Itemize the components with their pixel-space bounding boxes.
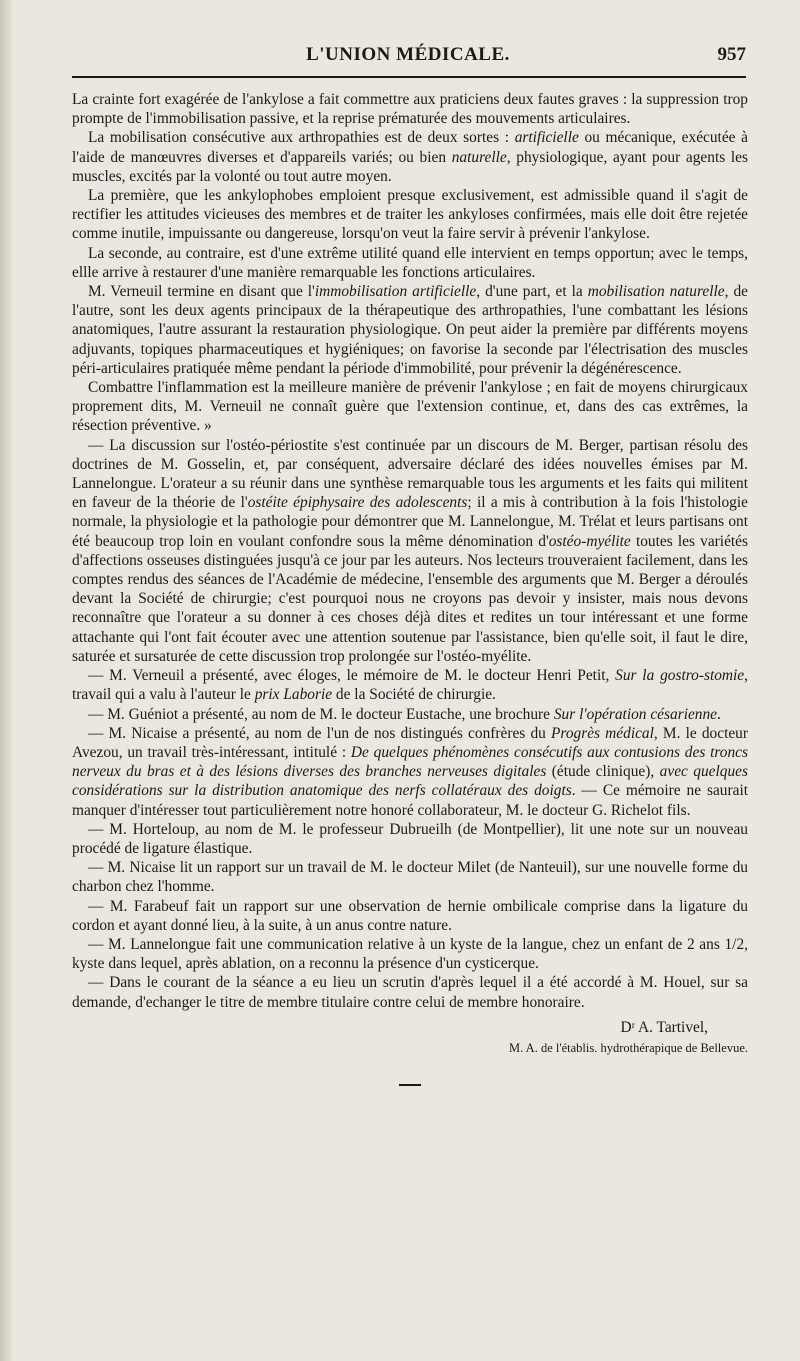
paragraph [72, 90, 748, 128]
italic-text: immobilisation artificielle [314, 283, 477, 301]
text-run: M. Verneuil termine en disant que l' [88, 283, 315, 301]
paragraph [72, 935, 748, 973]
text-run: — La discussion sur l'ostéo-périostite s'est continuée par un discours de M. Berger, partisan résolu des doctrines de M. Gosselin, et, par conséquent, adversaire déclaré des idées nouvelles émises par M. Lannelongue. L'orateur a su réunir dans une synthèse remarquable tous les arguments et les faits qui militent en faveur de la théorie de l' [72, 436, 748, 512]
text-run: La crainte fort exagérée de l'ankylose a fait commettre aux praticiens deux fautes graves : la suppression trop prompte de l'immobilisation passive, et la reprise prématurée des mouvements articulaires. [72, 91, 748, 128]
text-run: , M. le docteur Avezou, un travail très-intéressant, intitulé : [72, 724, 749, 761]
signature-name: Dʳ A. Tartivel, [620, 1018, 708, 1036]
text-run: La mobilisation consécutive aux arthropathies est de deux sortes : [88, 129, 515, 147]
italic-text: prix Laborie [254, 686, 333, 704]
end-rule [399, 1084, 421, 1086]
text-run: La première, que les ankylophobes emploient presque exclusivement, est admissible quand il s'agit de rectifier les attitudes vicieuses des membres et de traiter les ankyloses confirmées, mais elle doit être rejetée comme inutile, impuissante ou dangereuse, lorsqu'on veut la faire servir à prévenir l'ankylose. [72, 187, 748, 243]
italic-text: Sur la gostro-stomie [615, 667, 745, 685]
text-run: . — Ce mémoire ne saurait manquer d'intéresser tout particulièrement notre honoré collaborateur, M. le docteur G. Richelot fils. [72, 782, 748, 819]
text-run: , de l'autre, sont les deux agents principaux de la thérapeutique des arthropathies, l'une combattant les lésions anatomiques, l'autre assurant la restauration physiologique. On peut aider la première par différents moyens adjuvants, topiques pharmaceutiques et hygiéniques; on favorise la seconde par l'électrisation des muscles péri-articulaires pratiquée même pendant la période d'immobilité, pour prévenir la dégénérescence. [72, 283, 748, 377]
italic-text: mobilisation naturelle [587, 283, 725, 301]
text-run: — M. Horteloup, au nom de M. le professeur Dubrueilh (de Montpellier), lit une note sur un nouveau procédé de ligature élastique. [72, 820, 748, 857]
text-run: — M. Verneuil a présenté, avec éloges, le mémoire de M. le docteur Henri Petit, [88, 667, 616, 685]
paragraph [72, 282, 748, 378]
text-run: — M. Nicaise lit un rapport sur un travail de M. le docteur Milet (de Nanteuil), sur une nouvelle forme du charbon chez l'homme. [72, 859, 748, 896]
paragraph [72, 724, 748, 820]
text-run: La seconde, au contraire, est d'une extrême utilité quand elle intervient en temps opportun; avec le temps, ellle arrive à restaurer d'une manière remarquable les fonctions articulaires. [72, 244, 748, 281]
header-rule [72, 76, 746, 78]
text-run: ou mécanique, exécutée à l'aide de manœuvres diverses et d'appareils variés; ou bien [72, 129, 748, 166]
text-run: . [717, 705, 721, 723]
paragraph [72, 705, 748, 724]
text-run: — M. Farabeuf fait un rapport sur une observation de hernie ombilicale comprise dans la ligature du cordon et ayant donné lieu, à la suite, à un anus contre nature. [72, 897, 748, 934]
italic-text: Progrès médical [551, 724, 654, 742]
signature-affiliation: M. A. de l'établis. hydrothérapique de Bellevue. [509, 1040, 748, 1055]
text-run: ; il a mis à contribution à la fois l'histologie normale, la physiologie et la pathologie pour démontrer que M. Lannelongue, M. Trélat et leurs partisans ont été beaucoup trop loin en voulant confondre sous la même dénomination d' [72, 494, 748, 550]
italic-text: avec quelques considérations sur la distribution anatomique des nerfs collatéraux des doigts [72, 763, 749, 800]
text-run: — Dans le courant de la séance a eu lieu un scrutin d'après lequel il a été accordé à M. Houel, sur sa demande, d'echanger le titre de membre titulaire contre celui de membre honoraire. [72, 974, 748, 1011]
paragraph [72, 436, 748, 666]
article-body [72, 90, 748, 1086]
paragraph-list [72, 90, 748, 1012]
text-run: , physiologique, ayant pour agents les muscles, excités par la volonté ou tout autre moyen. [72, 148, 748, 185]
text-run: toutes les variétés d'affections osseuses distinguées jusqu'à ce jour par les auteurs. Nos lecteurs trouveraient facilement, dans les comptes rendus des séances de l'Académie de médecine, l'ensemble des arguments que M. Berger a déroulés devant la Société de chirurgie; c'est pourquoi nous ne croyons pas devoir y insister, mais nous devons reconnaître que l'orateur a su donner à ces choses déjà dites et redites un tour intéressant et une forme attachante qui l'ont fait écouter avec une attention soutenue par l'assistance, bien qu'elle soit, il faut le dire, saturée et sursaturée de cette discussion trop prolongée sur l'ostéo-myélite. [72, 532, 748, 665]
italic-text: ostéite épiphysaire des adolescents [247, 494, 468, 512]
paragraph [72, 128, 748, 186]
text-run: — M. Nicaise a présenté, au nom de l'un de nos distingués confrères du [88, 724, 551, 742]
paragraph [72, 666, 748, 704]
running-title: L'UNION MÉDICALE. [306, 44, 510, 65]
page-header [68, 40, 748, 76]
paragraph [72, 186, 748, 244]
italic-text: Sur l'opération césarienne [553, 705, 718, 723]
paragraph [72, 244, 748, 282]
page-spine-shadow [0, 0, 14, 1361]
text-run: , d'une part, et la [476, 283, 588, 301]
paragraph [72, 378, 748, 436]
text-run: , travail qui a valu à l'auteur le [72, 667, 749, 704]
text-run: — M. Lannelongue fait une communication relative à un kyste de la langue, chez un enfant de 2 ans 1/2, kyste dans lequel, après ablation, on a reconnu la présence d'un cysticerque. [72, 935, 748, 973]
text-run: Combattre l'inflammation est la meilleure manière de prévenir l'ankylose ; en fait de moyens chirurgicaux proprement dits, M. Verneuil ne connaît guère que l'extension continue, et, dans des cas extrêmes, la résection préventive. » [72, 379, 748, 435]
italic-text: De quelques phénomènes consécutifs aux contusions des troncs nerveux du bras et à des lésions diverses des branches nerveuses digitales [72, 743, 748, 781]
paragraph [72, 973, 748, 1011]
paragraph [72, 858, 748, 896]
text-run: de la Société de chirurgie. [332, 686, 496, 704]
italic-text: artificielle [514, 129, 579, 147]
italic-text: ostéo-myélite [548, 532, 631, 550]
paragraph [72, 820, 748, 858]
italic-text: naturelle [451, 148, 507, 166]
page-number: 957 [717, 44, 746, 65]
text-run: (étude clinique), [546, 763, 660, 781]
text-run: — M. Guéniot a présenté, au nom de M. le docteur Eustache, une brochure [88, 705, 554, 723]
paragraph [72, 897, 748, 935]
